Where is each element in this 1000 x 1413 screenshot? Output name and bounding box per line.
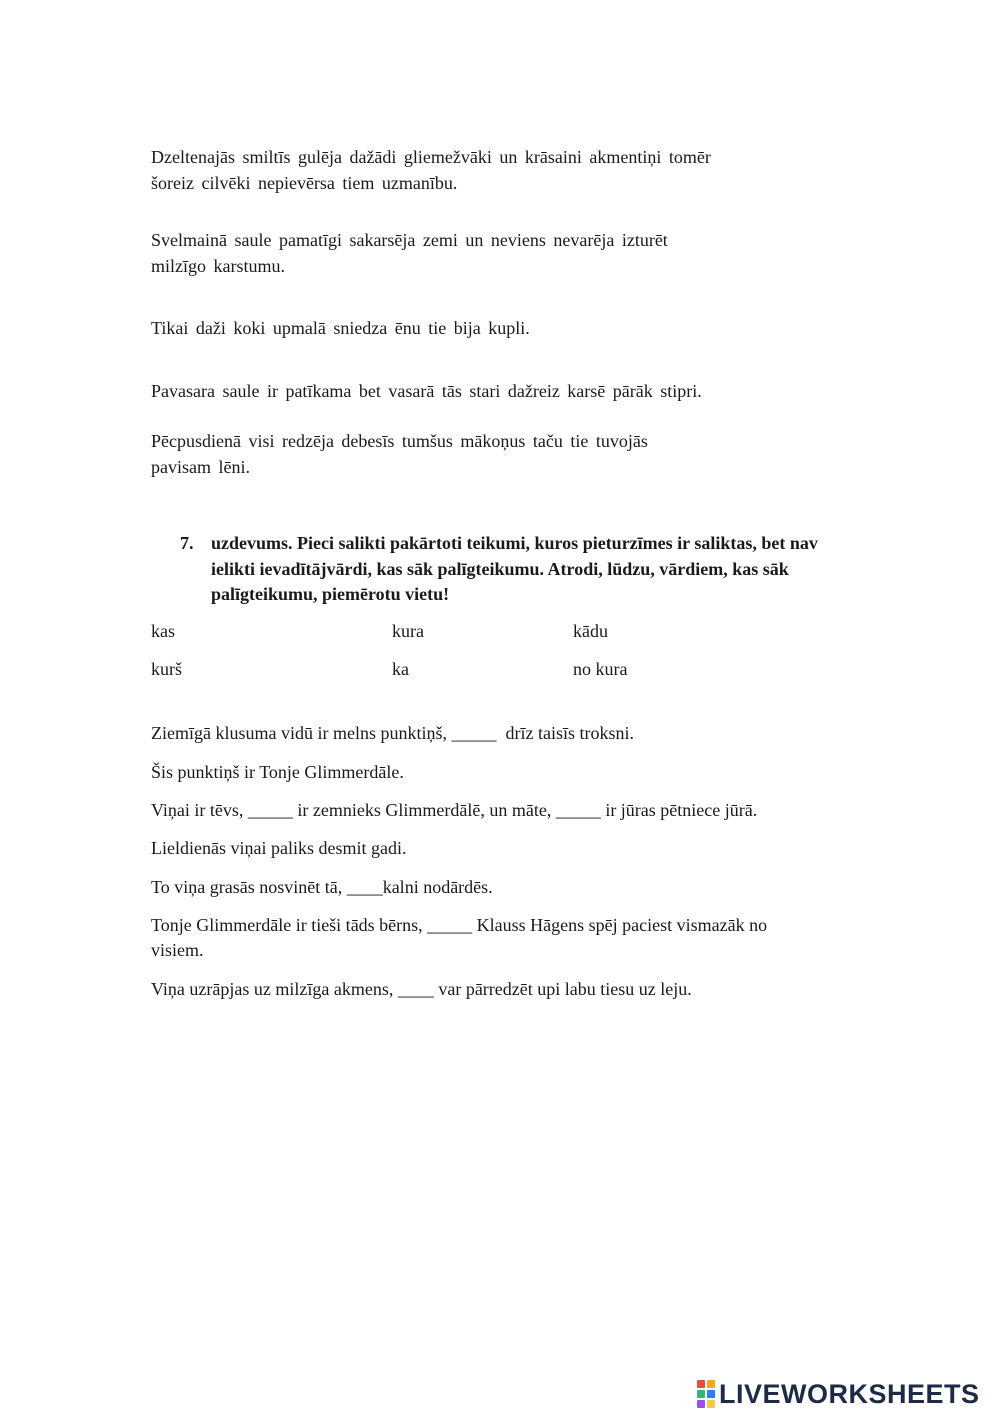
word-bank-item: kādu bbox=[573, 621, 608, 641]
paragraph-1 bbox=[151, 144, 711, 196]
paragraph-5 bbox=[151, 428, 648, 480]
word-bank-item: ka bbox=[392, 659, 409, 679]
paragraph-line: Pavasara saule ir patīkama bet vasarā tās stari dažreiz karsē pārāk stipri. bbox=[151, 381, 702, 401]
sentence-line: visiem. bbox=[151, 940, 204, 960]
word-bank-item: kurš bbox=[151, 659, 182, 679]
paragraph-line: Pēcpusdienā visi redzēja debesīs tumšus mākoņus taču tie tuvojās bbox=[151, 431, 648, 451]
sentence-line: To viņa grasās nosvinēt tā, ____kalni nodārdēs. bbox=[151, 877, 493, 897]
task-text: uzdevums. Pieci salikti pakārtoti teikumi, kuros pieturzīmes ir saliktas, bet nav ielikti ievadītājvārdi, kas sāk palīgteikumu. Atrodi, lūdzu, vārdiem, kas sāk palīgteikumu, piemērotu vietu! bbox=[211, 533, 818, 604]
paragraph-2 bbox=[151, 227, 668, 279]
logo-square-icon bbox=[697, 1380, 705, 1388]
exercise-sentence bbox=[151, 977, 692, 1002]
paragraph-line: šoreiz cilvēki nepievērsa tiem uzmanību. bbox=[151, 173, 458, 193]
logo-square-icon bbox=[697, 1400, 705, 1408]
logo-square-icon bbox=[697, 1390, 705, 1398]
exercise-sentence bbox=[151, 875, 493, 900]
sentence-line: Tonje Glimmerdāle ir tieši tāds bērns, _____ Klauss Hāgens spēj paciest vismazāk no bbox=[151, 915, 768, 935]
paragraph-line: milzīgo karstumu. bbox=[151, 256, 285, 276]
sentence-line: Viņai ir tēvs, _____ ir zemnieks Glimmerdālē, un māte, _____ ir jūras pētniece jūrā. bbox=[151, 800, 758, 820]
logo-square-icon bbox=[707, 1390, 715, 1398]
exercise-sentence bbox=[151, 760, 404, 785]
exercise-sentence bbox=[151, 836, 406, 861]
logo-mark-icon bbox=[697, 1380, 715, 1408]
paragraph-line: pavisam lēni. bbox=[151, 457, 250, 477]
sentence-line: Šis punktiņš ir Tonje Glimmerdāle. bbox=[151, 762, 404, 782]
paragraph-4 bbox=[151, 378, 702, 404]
paragraph-line: Svelmainā saule pamatīgi sakarsēja zemi un neviens nevarēja izturēt bbox=[151, 230, 668, 250]
sentence-line: Ziemīgā klusuma vidū ir melns punktiņš, _____ drīz taisīs troksni. bbox=[151, 723, 634, 743]
sentence-line: Viņa uzrāpjas uz milzīga akmens, ____ var pārredzēt upi labu tiesu uz leju. bbox=[151, 979, 692, 999]
exercise-sentence bbox=[151, 913, 767, 963]
paragraph-line: Dzeltenajās smiltīs gulēja dažādi gliemežvāki un krāsaini akmentiņi tomēr bbox=[151, 147, 711, 167]
liveworksheets-logo bbox=[697, 1378, 980, 1410]
word-bank-item: no kura bbox=[573, 659, 628, 679]
logo-square-icon bbox=[707, 1380, 715, 1388]
paragraph-3 bbox=[151, 315, 530, 341]
exercise-sentence bbox=[151, 798, 757, 823]
word-bank-item: kura bbox=[392, 621, 424, 641]
logo-text: LIVEWORKSHEETS bbox=[719, 1378, 980, 1409]
exercise-sentence bbox=[151, 721, 634, 746]
logo-square-icon bbox=[707, 1400, 715, 1408]
paragraph-line: Tikai daži koki upmalā sniedza ēnu tie bija kupli. bbox=[151, 318, 530, 338]
word-bank-item: kas bbox=[151, 621, 175, 641]
task-number: 7. bbox=[180, 533, 194, 553]
sentence-line: Lieldienās viņai paliks desmit gadi. bbox=[151, 838, 407, 858]
